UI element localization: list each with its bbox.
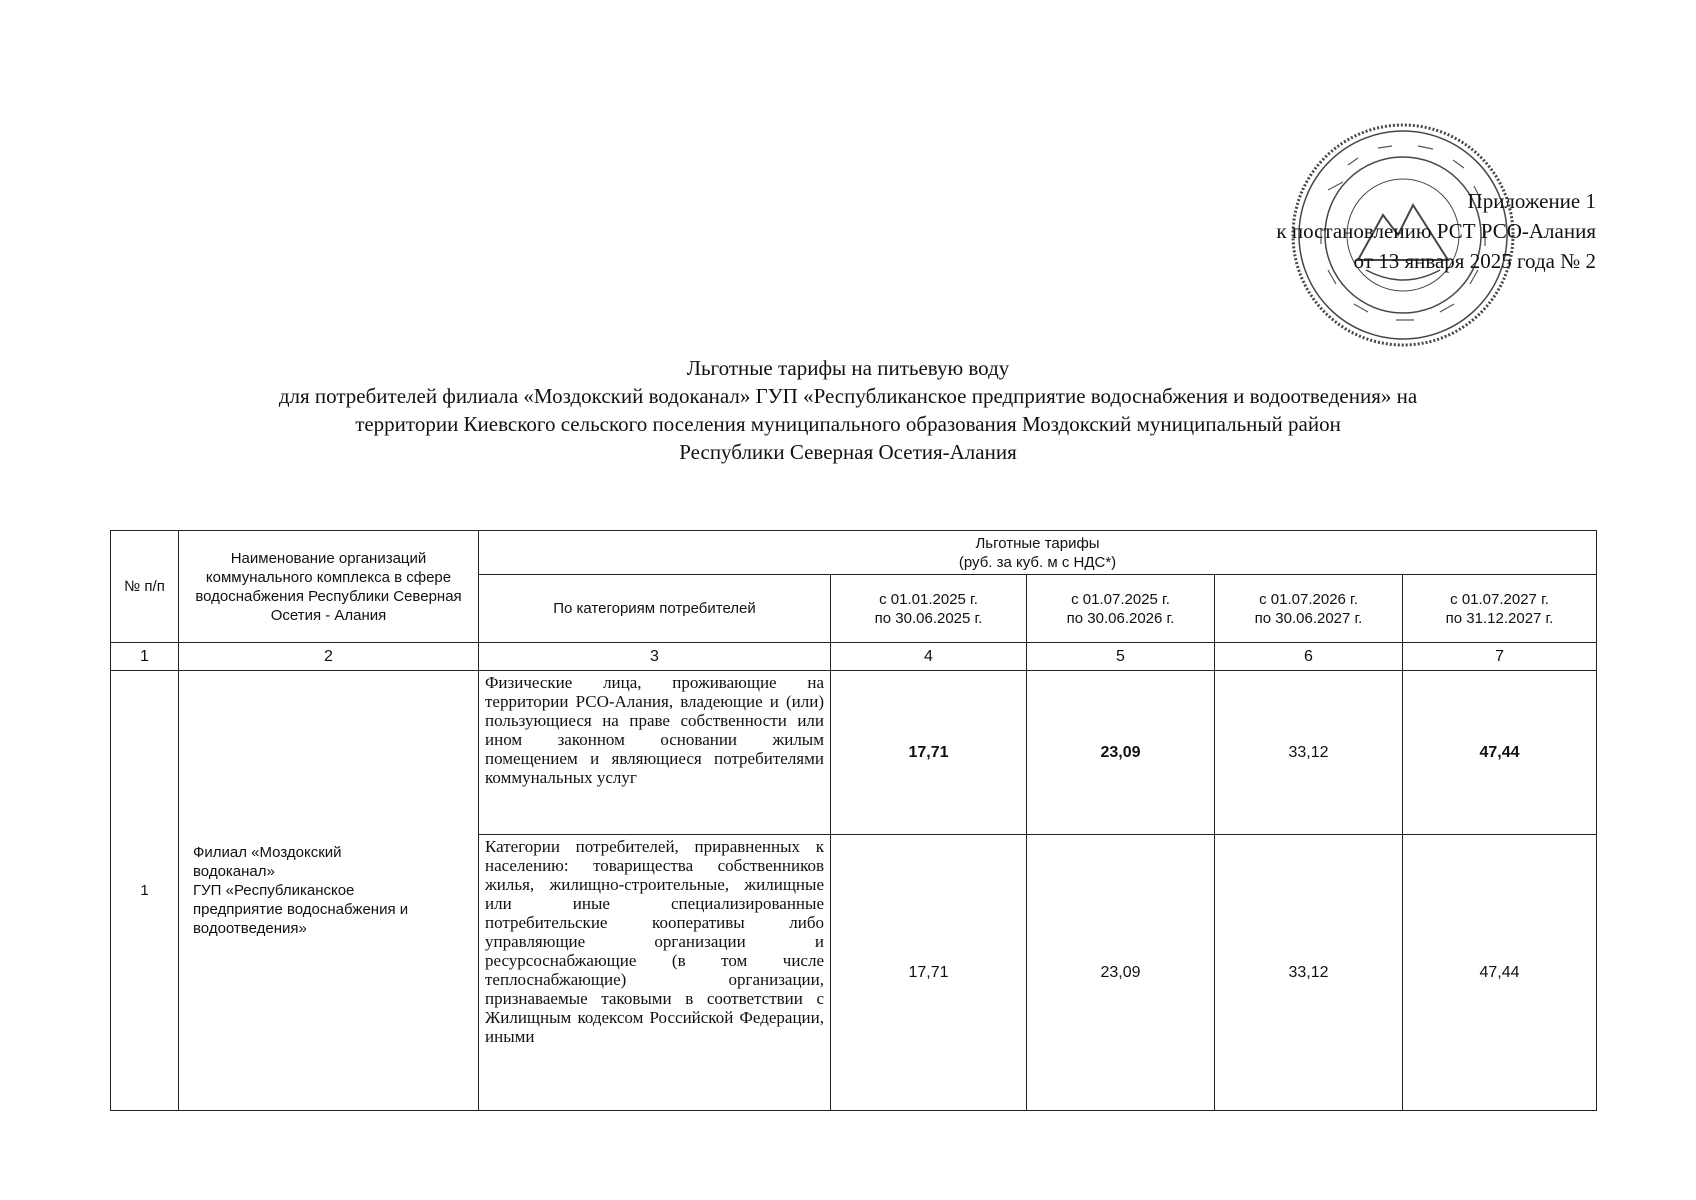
title-line-3: территории Киевского сельского поселения муниципального образования Моздокский муниципальный район: [355, 412, 1341, 436]
header-period-1: [831, 575, 1027, 643]
header-period-4-from: с 01.07.2027 г.: [1450, 590, 1549, 608]
header-organization: Наименование организаций коммунального комплекса в сфере водоснабжения Республики Северная Осетия - Алания: [179, 531, 479, 643]
header-period-4: [1403, 575, 1597, 643]
header-period-4-to: по 31.12.2027 г.: [1445, 609, 1554, 627]
title-line-2: для потребителей филиала «Моздокский водоканал» ГУП «Республиканское предприятие водоснабжения и водоотведения» на: [278, 384, 1418, 408]
title-line-4: Республики Северная Осетия-Алания: [679, 440, 1017, 464]
header-tariffs-unit: (руб. за куб. м с НДС*): [958, 553, 1117, 571]
appendix-line-2: к постановлению РСТ РСО-Алания: [1276, 219, 1596, 243]
header-period-2: [1027, 575, 1215, 643]
document-title: [100, 354, 1596, 466]
header-tariffs-group: [479, 531, 1597, 575]
tariff-value: 23,09: [1027, 671, 1215, 835]
header-period-1-to: по 30.06.2025 г.: [874, 609, 983, 627]
column-index: 5: [1027, 643, 1215, 671]
tariff-value: 47,44: [1403, 835, 1597, 1111]
column-index-row: [111, 643, 1597, 671]
header-period-3: [1215, 575, 1403, 643]
appendix-line-3: от 13 января 2025 года № 2: [1353, 249, 1596, 273]
tariff-value: 47,44: [1403, 671, 1597, 835]
row-number: 1: [111, 671, 179, 1111]
organization-line: Филиал «Моздокский: [193, 844, 342, 861]
header-period-1-from: с 01.01.2025 г.: [879, 590, 978, 608]
organization-line: предприятие водоснабжения и: [193, 901, 409, 918]
tariff-value: 33,12: [1215, 671, 1403, 835]
organization-name: [179, 671, 479, 1111]
consumer-category: Физические лица, проживающие на территории РСО-Алания, владеющие и (или) пользующиеся на праве собственности или ином законном основании жилым помещением и являющиеся потребителями коммунальных услуг: [479, 671, 831, 835]
column-index: 4: [831, 643, 1027, 671]
column-index: 2: [179, 643, 479, 671]
tariff-value: 17,71: [831, 671, 1027, 835]
organization-line: водоотведения»: [193, 920, 307, 937]
tariff-value: 33,12: [1215, 835, 1403, 1111]
tariff-value: 23,09: [1027, 835, 1215, 1111]
header-tariffs-title: Льготные тарифы: [975, 534, 1100, 552]
tariffs-table: [110, 530, 1597, 1111]
header-period-2-from: с 01.07.2025 г.: [1071, 590, 1170, 608]
tariff-value: 17,71: [831, 835, 1027, 1111]
column-index: 6: [1215, 643, 1403, 671]
column-index: 1: [111, 643, 179, 671]
header-period-2-to: по 30.06.2026 г.: [1066, 609, 1175, 627]
header-num: № п/п: [111, 531, 179, 643]
consumer-category: Категории потребителей, приравненных к населению: товарищества собственников жилья, жилищно-строительные, жилищные или иные специализированные потребительские кооперативы либо управляющие организации и ресурсоснабжающие (в том числе теплоснабжающие) организации, признаваемые таковыми в соответствии с Жилищным кодексом Российской Федерации, иными: [479, 835, 831, 1111]
table-row: [111, 671, 1597, 835]
header-period-3-to: по 30.06.2027 г.: [1254, 609, 1363, 627]
column-index: 3: [479, 643, 831, 671]
appendix-header: [1276, 186, 1596, 276]
appendix-line-1: Приложение 1: [1467, 189, 1596, 213]
title-line-1: Льготные тарифы на питьевую воду: [686, 356, 1010, 380]
header-category: По категориям потребителей: [479, 575, 831, 643]
organization-line: водоканал»: [193, 863, 275, 880]
organization-line: ГУП «Республиканское: [193, 882, 355, 899]
header-period-3-from: с 01.07.2026 г.: [1259, 590, 1358, 608]
header-row-1: [111, 531, 1597, 575]
column-index: 7: [1403, 643, 1597, 671]
